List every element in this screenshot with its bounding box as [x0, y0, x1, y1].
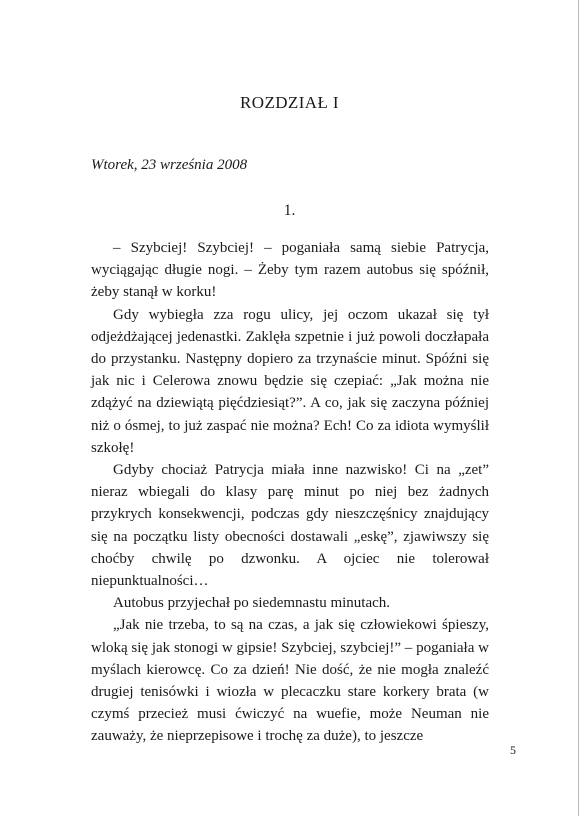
- paragraph: Gdyby chociaż Patrycja miała inne nazwisko! Ci na „zet” nieraz wbiegali do klasy parę minut po niej bez żadnych przykrych konsekwencji, podczas gdy nieszczęśnicy znajdujący się na początku listy obecności dostawali „eskę”, zjawiwszy się choćby chwilę po dzwonku. A ojciec nie tolerował niepunktualności…: [91, 462, 489, 590]
- page-number: 5: [510, 743, 516, 757]
- section-number: 1.: [283, 202, 296, 219]
- paragraph: Autobus przyjechał po siedemnastu minutach.: [113, 595, 391, 612]
- dateline: Wtorek, 23 września 2008: [91, 157, 248, 173]
- body-text: [91, 237, 489, 748]
- paragraph: – Szybciej! Szybciej! – poganiała samą siebie Patrycja, wyciągając długie nogi. – Żeby tym razem autobus się spóźnił, żeby stanął w korku!: [91, 240, 489, 301]
- paragraph: Gdy wybiegła zza rogu ulicy, jej oczom ukazał się tył odjeżdżającej jedenastki. Zaklęła szpetnie i już powoli doczłapała do przystanku. Następny dopiero za trzynaście minut. Spóźni się jak nic i Celerowa znowu będzie się czepiać: „Jak można nie zdążyć na dziewiątą pięćdziesiąt?”. A co, jak się zaczyna później niż o ósmej, to już zaspać nie można? Ech! Co za idiota wymyślił szkołę!: [91, 306, 489, 456]
- chapter-heading: ROZDZIAŁ I: [240, 93, 339, 112]
- paragraph: „Jak nie trzeba, to są na czas, a jak się człowiekowi śpieszy, wloką się jak stonogi w gipsie! Szybciej, szybciej!” – poganiała w myślach kierowcę. Co za dzień! Nie dość, że nie mogła znaleźć drugiej tenisówki i wiozła w plecaczku stare korkery brata (w czymś przecież musi ćwiczyć na wuefie, może Neuman nie zauważy, że nieprzepisowe i trochę za duże), to jeszcze: [91, 617, 489, 745]
